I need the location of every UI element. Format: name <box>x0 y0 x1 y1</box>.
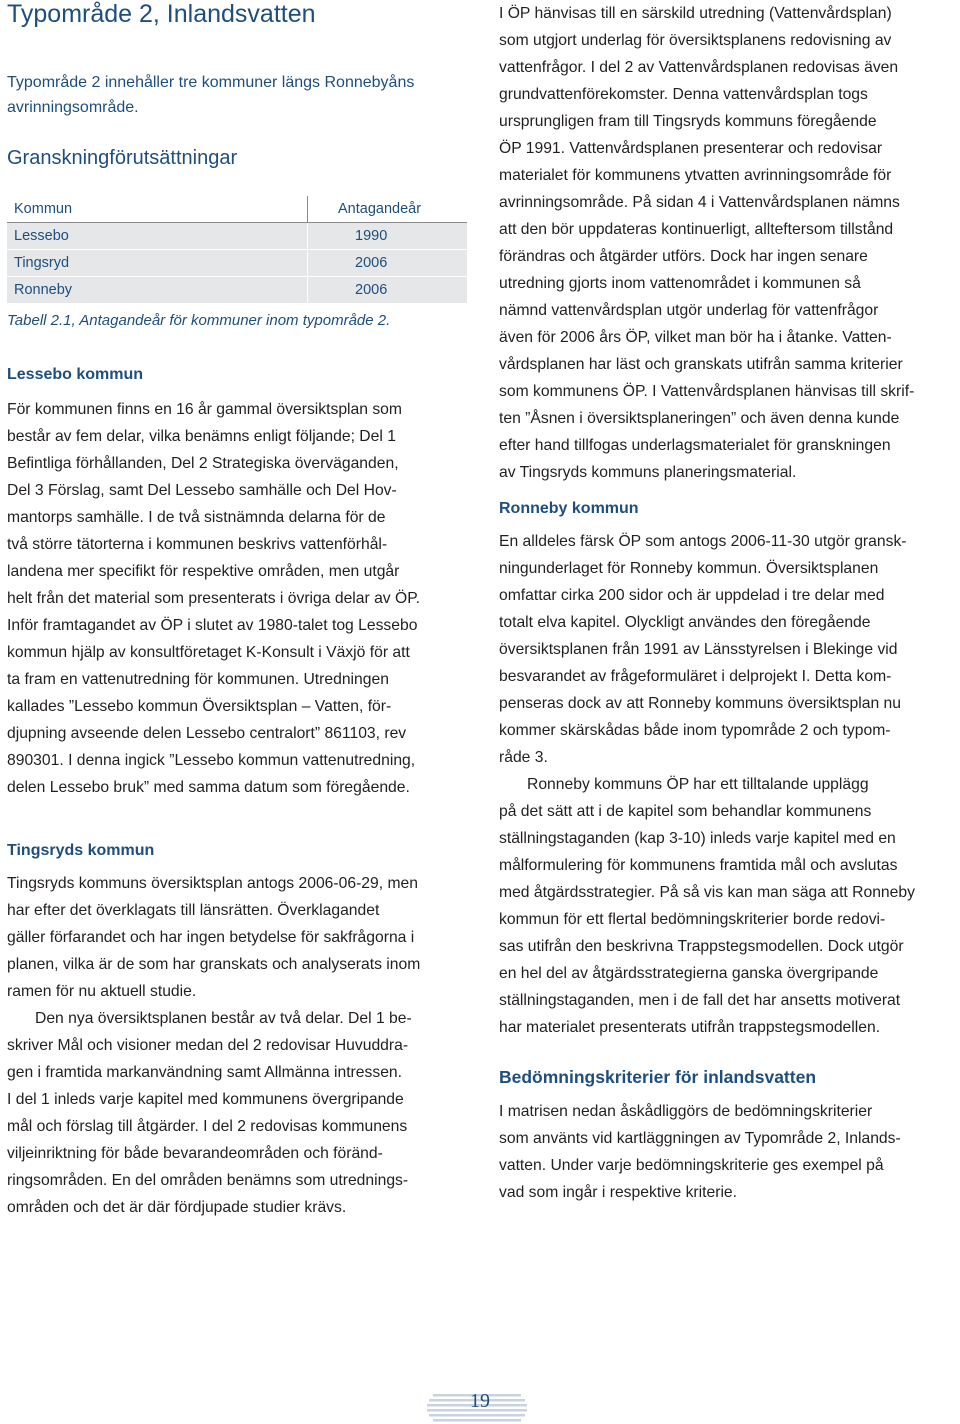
text-line: råde 3. <box>499 749 548 766</box>
text-line: att den bör uppdateras kontinuerligt, allteftersom tillstånd <box>499 221 894 238</box>
text-line: besvarandet av frågeformuläret i delprojekt I. Detta kom- <box>499 668 892 685</box>
tingsryd-heading: Tingsryds kommun <box>7 842 155 859</box>
text-line: gen i framtida markanvändning samt Allmänna intressen. <box>7 1064 403 1081</box>
column-header-kommun: Kommun <box>7 196 308 223</box>
text-line: kommer skärskådas både inom typområde 2 och typom- <box>499 722 891 739</box>
text-line: I del 1 inleds varje kapitel med kommunens övergripande <box>7 1091 404 1108</box>
text-line: gäller förfarandet och har ingen betydelse för sakfrågorna i <box>7 929 415 946</box>
text-line: ramen för nu aktuell studie. <box>7 983 197 1000</box>
text-line: ten ”Åsnen i översiktsplaneringen” och även denna kunde <box>499 410 900 427</box>
table-cell: Lessebo <box>7 223 308 250</box>
text-line: med åtgärdsstrategier. På så vis kan man säga att Ronneby <box>499 884 915 901</box>
bedomning-body <box>499 1098 959 1206</box>
tingsryd-body <box>7 870 477 1221</box>
text-line: helt från det material som presenterats i övriga delar av ÖP. <box>7 590 421 607</box>
text-line: totalt elva kapitel. Olyckligt användes den föregående <box>499 614 871 631</box>
text-line: Inför framtagandet av ÖP i slutet av 1980-talet tog Lessebo <box>7 617 418 634</box>
text-line: består av fem delar, vilka benämns enligt följande; Del 1 <box>7 428 396 445</box>
table-caption: Tabell 2.1, Antagandeår för kommuner inom typområde 2. <box>7 312 391 329</box>
table-header-row <box>7 196 467 223</box>
bedomning-heading: Bedömningskriterier för inlandsvatten <box>499 1067 817 1087</box>
text-line: översiktsplanen från 1991 av Länsstyrelsen i Blekinge vid <box>499 641 898 658</box>
table-cell: Tingsryd <box>7 250 308 277</box>
text-line: 890301. I denna ingick ”Lessebo kommun vattenutredning, <box>7 752 416 769</box>
text-line: mantorps samhälle. I de två sistnämnda delarna för de <box>7 509 386 526</box>
section-heading: Granskningförutsättningar <box>7 147 238 169</box>
text-line: I matrisen nedan åskådliggörs de bedömningskriterier <box>499 1103 873 1120</box>
text-line: en hel del av åtgärdsstrategierna ganska övergripande <box>499 965 879 982</box>
text-line: kommun för ett flertal bedömningskriterier borde redovi- <box>499 911 886 928</box>
text-line: som utgjort underlag för översiktsplanens redovisning av <box>499 32 892 49</box>
ronneby-heading: Ronneby kommun <box>499 500 639 517</box>
text-line: ringsområden. En del områden benämns som utrednings- <box>7 1172 409 1189</box>
adoption-year-table <box>7 196 467 304</box>
text-line: vattenfrågor. I del 2 av Vattenvårdsplanen redovisas även <box>499 59 899 76</box>
ronneby-body <box>499 528 959 1041</box>
text-line: som använts vid kartläggningen av Typområde 2, Inlands- <box>499 1130 901 1147</box>
text-line: två större tätorterna i kommunen beskrivs vattenförhål- <box>7 536 388 553</box>
lessebo-body <box>7 396 477 801</box>
text-line: som kommunens ÖP. I Vattenvårdsplanen hänvisas till skrif- <box>499 383 915 400</box>
text-line: För kommunen finns en 16 år gammal översiktsplan som <box>7 401 402 418</box>
text-line: Den nya översiktsplanen består av två delar. Del 1 be- <box>35 1010 412 1027</box>
text-line: Befintliga förhållanden, Del 2 Strategiska överväganden, <box>7 455 399 472</box>
text-line: ningunderlaget för Ronneby kommun. Översiktsplanen <box>499 560 879 577</box>
text-line: djupning avseende delen Lessebo centralort” 861103, rev <box>7 725 407 742</box>
text-line: penseras dock av att Ronneby kommuns översiktsplan nu <box>499 695 901 712</box>
text-line: mål och förslag till åtgärder. I del 2 redovisas kommunens <box>7 1118 408 1135</box>
text-line: ursprungligen fram till Tingsryds kommuns föregående <box>499 113 877 130</box>
text-line: nämnd vattenvårdsplan utgör underlag för vattenfrågor <box>499 302 879 319</box>
text-line: I ÖP hänvisas till en särskild utredning (Vattenvårdsplan) <box>499 5 892 22</box>
page-title: Typområde 2, Inlandsvatten <box>7 0 316 28</box>
text-line: utredning gjorts inom vattenområdet i kommunen så <box>499 275 861 292</box>
text-line: ta fram en vattenutredning för kommunen. Utredningen <box>7 671 389 688</box>
table-cell: 1990 <box>308 223 468 250</box>
table-row <box>7 223 467 250</box>
text-line: materialet för kommunens ytvatten avrinningsområde för <box>499 167 892 184</box>
text-line: ÖP 1991. Vattenvårdsplanen presenterar och redovisar <box>499 140 883 157</box>
table-cell: Ronneby <box>7 277 308 304</box>
text-line: Del 3 Förslag, samt Del Lessebo samhälle och Del Hov- <box>7 482 397 499</box>
text-line: planen, vilka är de som har granskats och analyserats inom <box>7 956 421 973</box>
text-line: har efter det överklagats till länsrätten. Överklagandet <box>7 902 380 919</box>
text-line: Ronneby kommuns ÖP har ett tilltalande upplägg <box>527 776 869 793</box>
page-number: 19 <box>470 1390 490 1412</box>
text-line: på det sätt att i de kapitel som behandlar kommunens <box>499 803 872 820</box>
text-line: skriver Mål och visioner medan del 2 redovisar Huvuddra- <box>7 1037 409 1054</box>
text-line: vad som ingår i respektive kriterie. <box>499 1184 738 1201</box>
table-row <box>7 277 467 304</box>
text-line: kallades ”Lessebo kommun Översiktsplan – Vatten, för- <box>7 698 392 715</box>
lessebo-heading: Lessebo kommun <box>7 366 144 383</box>
text-line: förändras och åtgärder utförs. Dock har ingen senare <box>499 248 868 265</box>
vattenvardsplan-body <box>499 0 959 486</box>
table-cell: 2006 <box>308 277 468 304</box>
text-line: landena mer specifikt för respektive områden, men utgår <box>7 563 400 580</box>
text-line: kommun hjälp av konsultföretaget K-Konsult i Växjö för att <box>7 644 410 661</box>
text-line: grundvattenförekomster. Denna vattenvårdsplan togs <box>499 86 868 103</box>
text-line: ställningstaganden (kap 3-10) inleds varje kapitel med en <box>499 830 896 847</box>
text-line: omfattar cirka 200 sidor och är uppdelad i tre delar med <box>499 587 885 604</box>
text-line: En alldeles färsk ÖP som antogs 2006-11-30 utgör gransk- <box>499 533 907 550</box>
column-header-antagandear: Antagandeår <box>308 196 468 223</box>
text-line: sas utifrån den beskrivna Trappstegsmodellen. Dock utgör <box>499 938 904 955</box>
text-line: ställningstaganden, men i de fall det har ansetts motiverat <box>499 992 901 1009</box>
text-line: avrinningsområde. På sidan 4 i Vattenvårdsplanen nämns <box>499 194 900 211</box>
text-line: vatten. Under varje bedömningskriterie ges exempel på <box>499 1157 884 1174</box>
text-line: delen Lessebo bruk” med samma datum som föregående. <box>7 779 410 796</box>
text-line: Tingsryds kommuns översiktsplan antogs 2006-06-29, men <box>7 875 418 892</box>
table-cell: 2006 <box>308 250 468 277</box>
text-line: har materialet presenterats utifrån trappstegsmodellen. <box>499 1019 881 1036</box>
text-line: viljeinriktning för både bevarandeområden och föränd- <box>7 1145 383 1162</box>
text-line: vårdsplanen har läst och granskats utifrån samma kriterier <box>499 356 903 373</box>
text-line: av Tingsryds kommuns planeringsmaterial. <box>499 464 797 481</box>
intro-text: Typområde 2 innehåller tre kommuner längs Ronnebyåns avrinningsområde. <box>7 74 415 116</box>
text-line: efter hand tillfogas underlagsmaterialet för granskningen <box>499 437 891 454</box>
text-line: målformulering för kommunens framtida mål och avslutas <box>499 857 898 874</box>
text-line: områden och det är där fördjupade studier krävs. <box>7 1199 347 1216</box>
table-row <box>7 250 467 277</box>
text-line: även för 2006 års ÖP, vilket man bör ha i åtanke. Vatten- <box>499 329 892 346</box>
